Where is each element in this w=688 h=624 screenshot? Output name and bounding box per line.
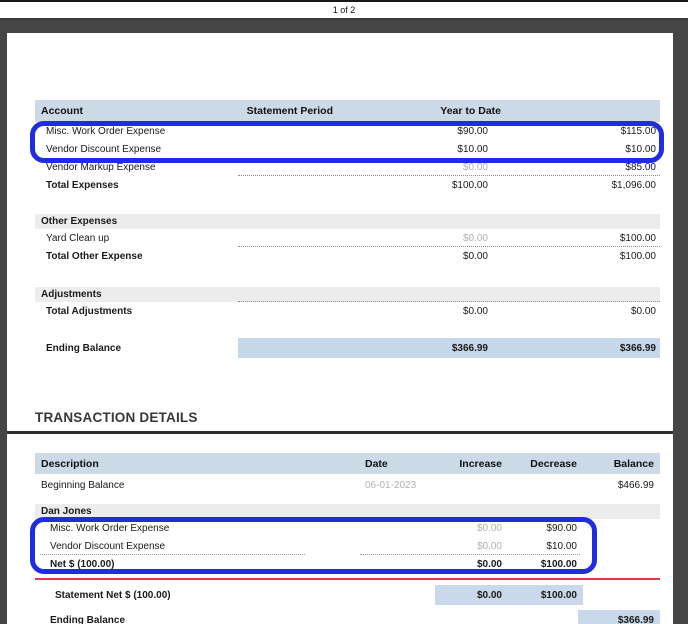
cell-decrease: $10.00	[546, 540, 577, 552]
cell-increase: $0.00	[476, 589, 502, 601]
cell-ytd: $0.00	[630, 306, 656, 317]
table-row	[35, 140, 660, 158]
cell-ytd: $100.00	[619, 251, 656, 262]
column-header-decrease: Decrease	[530, 457, 577, 470]
cell-description: Vendor Discount Expense	[50, 540, 166, 552]
section-header-adjustments	[35, 287, 660, 302]
group-label: Dan Jones	[41, 506, 92, 517]
summary-header-row	[35, 100, 660, 122]
table-row-ending-balance	[35, 610, 660, 624]
account-summary-table	[35, 100, 660, 358]
cell-account: Total Expenses	[46, 180, 119, 191]
table-row	[35, 537, 660, 555]
transaction-details-title: TRANSACTION DETAILS	[35, 410, 198, 425]
cell-balance: $366.99	[617, 614, 654, 624]
cell-decrease: $100.00	[540, 589, 577, 601]
cell-account: Ending Balance	[46, 342, 122, 354]
table-row-total-expenses	[35, 176, 660, 195]
section-header-other-expenses	[35, 214, 660, 229]
cell-period: $0.00	[462, 161, 488, 173]
viewer-toolbar	[0, 0, 688, 20]
table-row-statement-net	[35, 585, 660, 605]
table-row	[35, 519, 660, 537]
column-header-description: Description	[41, 457, 99, 470]
cell-account: Vendor Markup Expense	[46, 161, 156, 173]
cell-ytd: $1,096.00	[611, 180, 656, 191]
cell-account: Total Adjustments	[46, 306, 133, 317]
cell-account: Yard Clean up	[46, 232, 110, 244]
cell-description: Misc. Work Order Expense	[50, 522, 170, 534]
cell-description: Net $ (100.00)	[50, 558, 115, 570]
column-header-statement-period: Statement Period	[246, 105, 333, 117]
cell-ytd: $100.00	[619, 232, 656, 244]
cell-period: $0.00	[462, 251, 488, 262]
cell-ytd: $10.00	[625, 143, 656, 155]
transactions-header-row	[35, 453, 660, 474]
cell-increase: $0.00	[476, 540, 502, 552]
group-header-dan-jones	[35, 504, 660, 519]
page-indicator: 1 of 2	[332, 5, 356, 15]
cell-account: Vendor Discount Expense	[46, 143, 162, 155]
cell-period: $0.00	[462, 306, 488, 317]
table-row-ending-balance	[35, 338, 660, 358]
cell-increase: $0.00	[476, 558, 502, 570]
table-row	[35, 229, 660, 247]
section-label: Other Expenses	[41, 216, 118, 227]
table-row	[35, 158, 660, 176]
section-label: Adjustments	[41, 289, 102, 300]
cell-ytd: $366.99	[619, 342, 656, 354]
table-row-net	[35, 555, 660, 573]
table-row-total-adjustments	[35, 302, 660, 321]
title-rule	[7, 431, 673, 434]
red-rule	[35, 578, 660, 580]
table-row-beginning-balance	[35, 476, 660, 494]
cell-description: Beginning Balance	[41, 479, 125, 491]
document-page	[7, 33, 673, 624]
cell-account: Misc. Work Order Expense	[46, 125, 166, 137]
transaction-details-table	[35, 453, 660, 624]
table-row	[35, 122, 660, 140]
cell-period: $10.00	[457, 143, 488, 155]
cell-balance: $466.99	[617, 479, 654, 491]
cell-description: Statement Net $ (100.00)	[55, 589, 171, 601]
cell-decrease: $90.00	[546, 522, 577, 534]
column-header-account: Account	[41, 105, 83, 117]
cell-period: $90.00	[457, 125, 488, 137]
cell-period: $100.00	[451, 180, 488, 191]
cell-ytd: $115.00	[620, 125, 656, 137]
column-header-year-to-date: Year to Date	[440, 105, 501, 117]
cell-date: 06-01-2023	[365, 479, 417, 491]
column-header-balance: Balance	[613, 457, 654, 470]
cell-increase: $0.00	[476, 522, 502, 534]
column-header-date: Date	[365, 457, 388, 470]
cell-period: $0.00	[462, 232, 488, 244]
table-row-total-other-expense	[35, 247, 660, 266]
cell-account: Total Other Expense	[46, 251, 143, 262]
cell-decrease: $100.00	[540, 558, 577, 570]
cell-period: $366.99	[451, 342, 488, 354]
cell-description: Ending Balance	[50, 614, 126, 624]
cell-ytd: $85.00	[625, 161, 656, 173]
column-header-increase: Increase	[459, 457, 502, 470]
